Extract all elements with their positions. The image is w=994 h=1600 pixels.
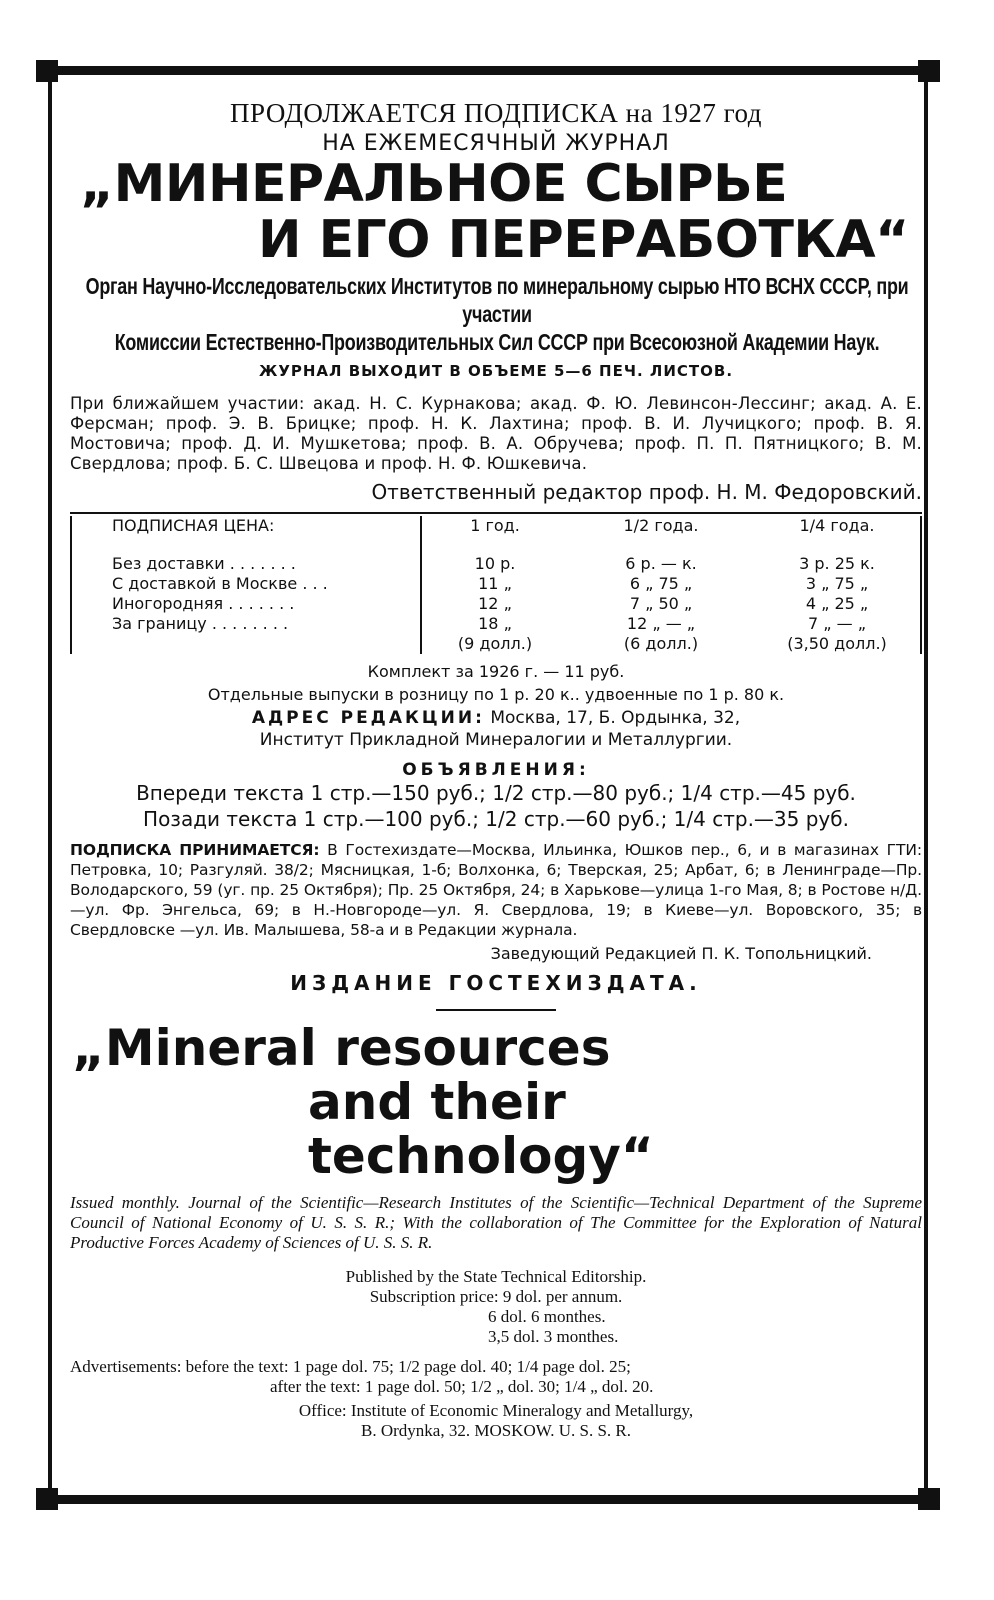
english-price-quarter: 3,5 dol. 3 monthes. bbox=[488, 1327, 619, 1346]
ads-heading: ОБЪЯВЛЕНИЯ: bbox=[402, 760, 590, 780]
komplekt-price: Комплект за 1926 г. — 11 руб. bbox=[367, 662, 625, 681]
table-cell: 18 „ bbox=[478, 614, 512, 633]
table-cell: За границу . . . . . . . . bbox=[71, 614, 421, 634]
ads-front-rates: Впереди текста 1 стр.—150 руб.; 1/2 стр.—80 руб.; 1/4 стр.—45 руб. bbox=[136, 781, 856, 805]
institute-name: Институт Прикладной Минералогии и Металлургии. bbox=[259, 730, 733, 750]
english-title-line-2: and their technology“ bbox=[308, 1073, 654, 1185]
table-row bbox=[71, 574, 921, 594]
table-cell: (6 долл.) bbox=[623, 634, 699, 653]
table-cell: 6 р. — к. bbox=[625, 554, 697, 573]
subscription-points bbox=[70, 840, 922, 940]
table-cell: Без доставки . . . . . . . bbox=[71, 554, 421, 574]
subscription-text: В Гостехиздате—Москва, Ильинка, Юшков пер., 6, и в магазинах ГТИ: Петровка, 10; Разгуляй. 38/2; Мясницкая, 1-б; Волхонка, 6; Тверская, 25; Арбат, 6; в Ленинграде—Пр. Володарского, 59 (уг. пр. 25 Октября); Пр. 25 Октября, 24; в Харькове—улица 1-го Мая, 8; в Ростове н/Д.—ул. Фр. Энгельса, 69; в Н.-Новгороде—ул. Я. Свердлова, 19; в Киеве—ул. Воровского, 35; в Свердловске —ул. Ив. Малышева, 58-а и в Редакции журнала. bbox=[70, 841, 922, 939]
left-border-rule bbox=[48, 66, 52, 1504]
table-header-cell: ПОДПИСНАЯ ЦЕНА: bbox=[71, 516, 421, 554]
table-cell: Иногородняя . . . . . . . bbox=[71, 594, 421, 614]
table-row bbox=[71, 594, 921, 614]
right-border-rule bbox=[924, 66, 928, 1504]
table-row bbox=[71, 614, 921, 634]
english-title-line-1: „Mineral resources bbox=[72, 1019, 611, 1077]
short-divider bbox=[436, 1009, 556, 1011]
table-header-cell: 1/2 года. bbox=[623, 516, 699, 535]
volume-note: ЖУРНАЛ ВЫХОДИТ В ОБЪЕМЕ 5—6 ПЕЧ. ЛИСТОВ. bbox=[258, 362, 734, 380]
english-adv-after: after the text: 1 page dol. 50; 1/2 „ dol. 30; 1/4 „ dol. 20. bbox=[270, 1377, 654, 1396]
table-header-cell: 1/4 года. bbox=[754, 516, 921, 554]
participants-list: При ближайшем участии: акад. Н. С. Курнакова; акад. Ф. Ю. Левинсон-Лессинг; акад. А. Е. Ферсман; проф. Э. В. Брицке; проф. Н. К. Лахтина; проф. В. И. Лучицкого; проф. В. Я. Мостовича; проф. Д. И. Мушкетова; проф. В. А. Обручева; проф. П. П. Пятницкого; В. М. Свердлова; проф. Б. С. Швецова и проф. Н. Ф. Юшкевича. bbox=[70, 394, 922, 473]
top-border-bar bbox=[42, 66, 934, 75]
table-cell: 3 р. 25 к. bbox=[754, 554, 921, 574]
table-cell bbox=[71, 634, 421, 654]
organ-line-1: Орган Научно-Исследовательских Институтов по минеральному сырью НТО ВСНХ СССР, при участии bbox=[85, 273, 909, 327]
advert-content bbox=[70, 90, 922, 1441]
editorial-manager: Заведующий Редакцией П. К. Топольницкий. bbox=[490, 944, 872, 963]
corner-mark bbox=[36, 60, 58, 82]
single-issue-price: Отдельные выпуски в розницу по 1 р. 20 к.. удвоенные по 1 р. 80 к. bbox=[207, 685, 785, 704]
english-price-half: 6 dol. 6 monthes. bbox=[488, 1307, 606, 1326]
subscription-price-table bbox=[70, 516, 922, 654]
journal-title-line-1: „МИНЕРАЛЬНОЕ СЫРЬЕ bbox=[80, 154, 788, 214]
table-cell: 12 „ bbox=[478, 594, 512, 613]
ads-back-rates: Позади текста 1 стр.—100 руб.; 1/2 стр.—60 руб.; 1/4 стр.—35 руб. bbox=[143, 807, 849, 831]
table-cell: (9 долл.) bbox=[457, 634, 533, 653]
corner-mark bbox=[36, 1488, 58, 1510]
english-office-line-2: B. Ordynka, 32. MOSKOW. U. S. S. R. bbox=[361, 1421, 631, 1440]
publisher-line: ИЗДАНИЕ ГОСТЕХИЗДАТА. bbox=[290, 971, 702, 995]
table-cell: 7 „ 50 „ bbox=[629, 594, 693, 613]
table-cell: 11 „ bbox=[478, 574, 512, 593]
english-adv-before bbox=[70, 1357, 922, 1377]
bottom-border-bar bbox=[42, 1495, 934, 1504]
table-cell: 12 „ — „ bbox=[626, 614, 696, 633]
section-divider bbox=[70, 512, 922, 514]
table-cell: 4 „ 25 „ bbox=[754, 594, 921, 614]
table-row bbox=[71, 554, 921, 574]
table-cell: 10 р. bbox=[474, 554, 516, 573]
table-cell: 7 „ — „ bbox=[754, 614, 921, 634]
subscription-label: ПОДПИСКА ПРИНИМАЕТСЯ: bbox=[70, 841, 320, 859]
table-cell: С доставкой в Москве . . . bbox=[71, 574, 421, 594]
organ-description bbox=[70, 272, 924, 356]
english-description: Issued monthly. Journal of the Scientific—Research Institutes of the Scientific—Technical Department of the Supreme Council of National Economy of U. S. S. R.; With the collaboration of The Committee for the Exploration of Natural Productive Forces Academy of Sciences of U. S. S. R. bbox=[70, 1193, 922, 1252]
table-row bbox=[71, 634, 921, 654]
table-header-cell: 1 год. bbox=[470, 516, 520, 535]
table-cell: 6 „ 75 „ bbox=[629, 574, 693, 593]
address-label: АДРЕС РЕДАКЦИИ: bbox=[251, 708, 485, 728]
responsible-editor: Ответственный редактор проф. Н. М. Федоровский. bbox=[371, 480, 922, 504]
address-value: Москва, 17, Б. Ордынка, 32, bbox=[490, 708, 741, 728]
english-publisher: Published by the State Technical Editorship. bbox=[345, 1267, 647, 1286]
editorial-address bbox=[70, 708, 922, 728]
subscription-announcement: ПРОДОЛЖАЕТСЯ ПОДПИСКА на 1927 год bbox=[230, 98, 762, 128]
english-price-annual: Subscription price: 9 dol. per annum. bbox=[369, 1287, 623, 1306]
organ-line-2: Комиссии Естественно-Производительных Сил СССР при Всесоюзной Академии Наук. bbox=[114, 329, 880, 355]
table-cell: 3 „ 75 „ bbox=[754, 574, 921, 594]
table-cell: (3,50 долл.) bbox=[754, 634, 921, 654]
journal-title-line-2: И ЕГО ПЕРЕРАБОТКА“ bbox=[258, 210, 909, 270]
english-adv-before-text: Advertisements: before the text: 1 page dol. 75; 1/2 page dol. 40; 1/4 page dol. 25; bbox=[70, 1357, 631, 1376]
corner-mark bbox=[918, 1488, 940, 1510]
journal-kind: НА ЕЖЕМЕСЯЧНЫЙ ЖУРНАЛ bbox=[322, 131, 670, 156]
table-header-row bbox=[71, 516, 921, 554]
english-office-line-1: Office: Institute of Economic Mineralogy and Metallurgy, bbox=[298, 1401, 694, 1420]
corner-mark bbox=[918, 60, 940, 82]
